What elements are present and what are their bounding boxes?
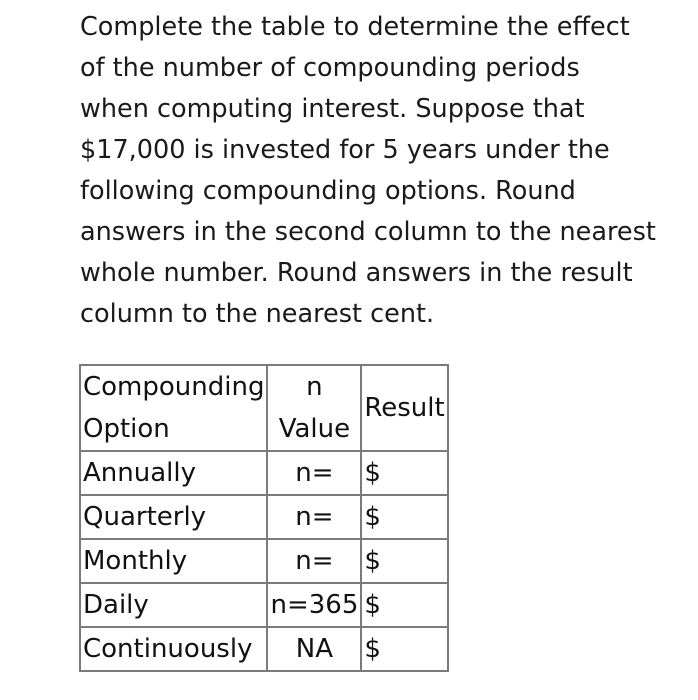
n-value-input[interactable]: n= xyxy=(267,539,361,583)
problem-line: Complete the table to determine the effect xyxy=(80,12,630,42)
option-cell: Quarterly xyxy=(80,495,267,539)
table-row xyxy=(80,583,448,627)
header-result: Result xyxy=(361,365,447,451)
header-option-line2: Option xyxy=(83,414,170,444)
n-value-cell: NA xyxy=(267,627,361,671)
header-compounding-option xyxy=(80,365,267,451)
problem-line: when computing interest. Suppose that xyxy=(80,94,585,124)
problem-line: of the number of compounding periods xyxy=(80,53,580,83)
result-input[interactable]: $ xyxy=(361,627,447,671)
table-header-row xyxy=(80,365,448,451)
result-input[interactable]: $ xyxy=(361,451,447,495)
option-cell: Continuously xyxy=(80,627,267,671)
option-cell: Daily xyxy=(80,583,267,627)
result-input[interactable]: $ xyxy=(361,495,447,539)
compounding-table xyxy=(79,364,449,672)
option-cell: Annually xyxy=(80,451,267,495)
table-row xyxy=(80,495,448,539)
problem-line: column to the nearest cent. xyxy=(80,299,435,329)
n-value-input[interactable]: n= xyxy=(267,495,361,539)
n-value-input[interactable]: n= xyxy=(267,451,361,495)
problem-line: following compounding options. Round xyxy=(80,176,576,206)
table-row xyxy=(80,451,448,495)
table-row xyxy=(80,627,448,671)
header-n-line2: Value xyxy=(278,414,351,444)
n-value-cell: n=365 xyxy=(267,583,361,627)
result-input[interactable]: $ xyxy=(361,539,447,583)
problem-line: $17,000 is invested for 5 years under the xyxy=(80,135,610,165)
table-row xyxy=(80,539,448,583)
option-cell: Monthly xyxy=(80,539,267,583)
problem-line: whole number. Round answers in the result xyxy=(80,258,633,288)
problem-line: answers in the second column to the nearest xyxy=(80,217,656,247)
header-n-value xyxy=(267,365,361,451)
problem-statement xyxy=(80,7,680,335)
header-n-line1: n xyxy=(306,372,323,402)
result-input[interactable]: $ xyxy=(361,583,447,627)
header-option-line1: Compounding xyxy=(83,372,265,402)
